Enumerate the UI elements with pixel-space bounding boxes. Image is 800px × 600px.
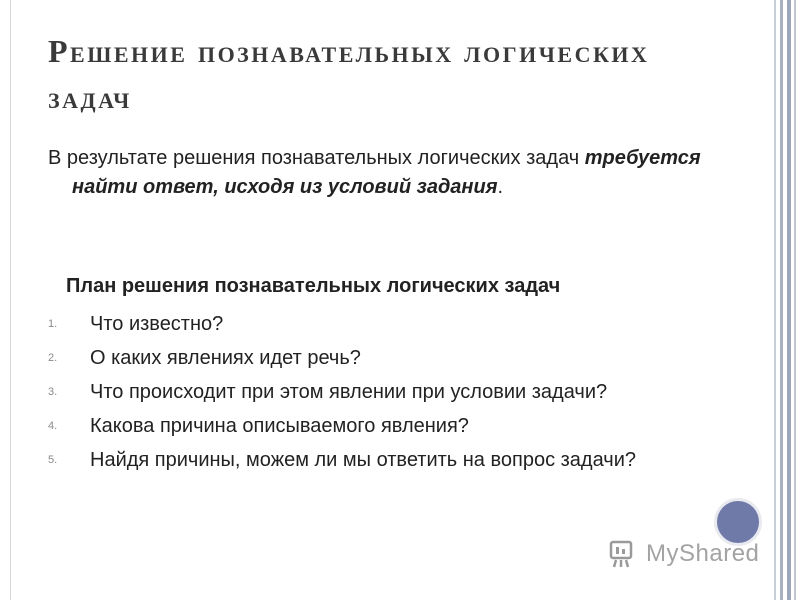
list-item [48, 376, 668, 408]
step-text: О каких явлениях идет речь? [90, 347, 361, 369]
side-bar [787, 0, 791, 600]
steps-list [48, 308, 668, 478]
decorative-side-bars [768, 0, 800, 600]
myshared-logo-icon [608, 538, 640, 570]
list-item [48, 342, 668, 374]
intro-period: . [497, 176, 504, 198]
step-text: Какова причина описываемого явления? [90, 415, 469, 437]
intro-emphasis: требуется найти ответ, исходя из условий задания [72, 147, 701, 198]
step-number: 5. [48, 454, 58, 466]
side-bar [780, 0, 783, 600]
slide-title: Решение познавательных логических задач [48, 33, 650, 115]
step-number: 2. [48, 352, 58, 364]
watermark-text: MyShared [646, 540, 760, 567]
list-item [48, 308, 668, 340]
step-text: Найдя причины, можем ли мы ответить на вопрос задачи? [90, 449, 636, 471]
step-text: Что известно? [90, 313, 224, 335]
step-number: 1. [48, 318, 58, 330]
step-text: Что происходит при этом явлении при условии задачи? [90, 381, 608, 403]
side-bar [774, 0, 776, 600]
plan-heading: План решения познавательных логических задач [66, 275, 561, 297]
intro-paragraph [48, 144, 712, 202]
watermark [608, 536, 759, 572]
list-item [48, 410, 668, 442]
side-bar [794, 0, 796, 600]
step-number: 4. [48, 420, 58, 432]
list-item [48, 444, 668, 476]
intro-text: В результате решения познавательных логических задач [48, 147, 585, 169]
step-number: 3. [48, 386, 58, 398]
